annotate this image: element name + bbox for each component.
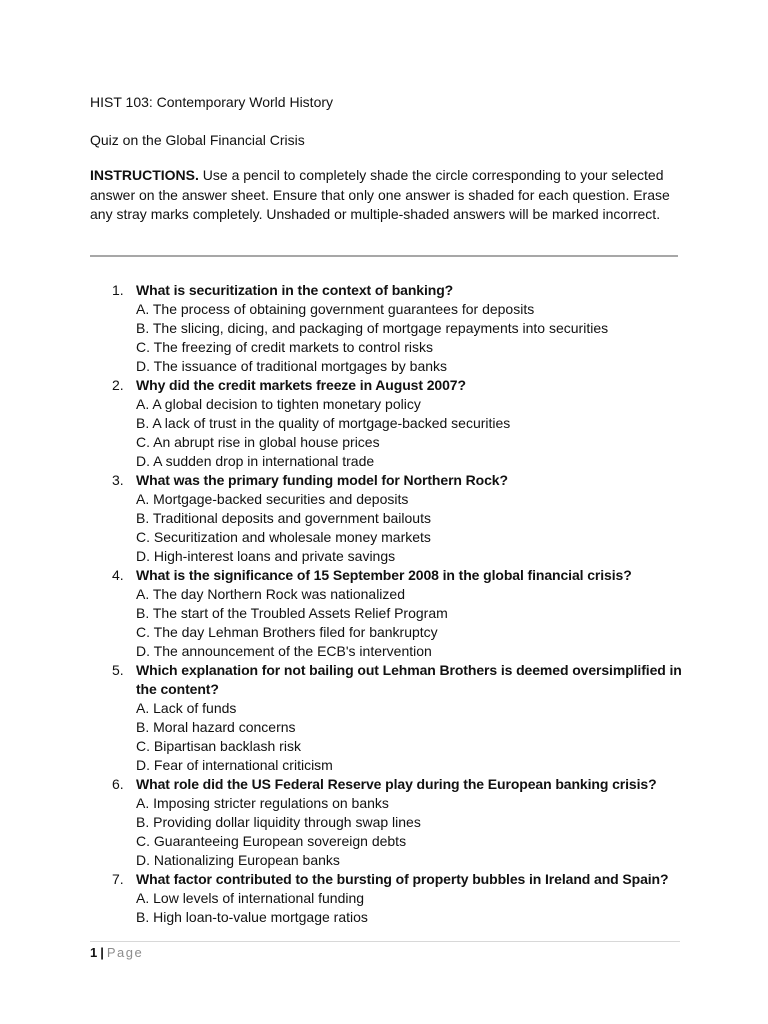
question-number: 5.: [112, 662, 124, 678]
footer-divider: [90, 941, 680, 942]
question-number: 2.: [112, 377, 124, 393]
answer-option: B. A lack of trust in the quality of mortgage-backed securities: [136, 415, 511, 431]
answer-option: D. Nationalizing European banks: [136, 852, 340, 868]
question-text: What was the primary funding model for Northern Rock?: [136, 472, 508, 488]
answer-option: D. High-interest loans and private savings: [136, 548, 396, 564]
question-text: What factor contributed to the bursting of property bubbles in Ireland and Spain?: [136, 871, 669, 887]
answer-option: A. A global decision to tighten monetary policy: [136, 396, 421, 412]
question-text: What role did the US Federal Reserve play during the European banking crisis?: [136, 776, 657, 792]
answer-option: B. Providing dollar liquidity through swap lines: [136, 814, 421, 830]
answer-option: D. The announcement of the ECB's intervention: [136, 643, 432, 659]
question-item-2: [0, 376, 686, 471]
question-item-7: [0, 870, 686, 927]
question-item-6: [0, 775, 686, 870]
answer-option: A. The day Northern Rock was nationalized: [136, 586, 405, 602]
question-item-3: [0, 471, 686, 566]
answer-options: [136, 300, 686, 376]
question-text: Why did the credit markets freeze in August 2007?: [136, 377, 466, 393]
answer-option: D. Fear of international criticism: [136, 757, 333, 773]
answer-option: C. Guaranteeing European sovereign debts: [136, 833, 407, 849]
question-number: 4.: [112, 567, 124, 583]
answer-option: B. The slicing, dicing, and packaging of mortgage repayments into securities: [136, 320, 609, 336]
question-item-1: [0, 281, 686, 376]
question-text: What is securitization in the context of banking?: [136, 282, 454, 298]
answer-option: C. The freezing of credit markets to control risks: [136, 339, 433, 355]
answer-options: [136, 889, 686, 927]
answer-option: A. Low levels of international funding: [136, 890, 365, 906]
page-number: 1: [90, 945, 98, 960]
question-number: 7.: [112, 871, 124, 887]
answer-option: A. Mortgage-backed securities and deposits: [136, 491, 409, 507]
question-list: [0, 281, 768, 927]
answer-option: C. An abrupt rise in global house prices: [136, 434, 380, 450]
answer-option: B. Traditional deposits and government bailouts: [136, 510, 431, 526]
answer-option: C. Bipartisan backlash risk: [136, 738, 301, 754]
question-number: 6.: [112, 776, 124, 792]
answer-option: A. The process of obtaining government guarantees for deposits: [136, 301, 535, 317]
answer-options: [136, 794, 686, 870]
question-item-4: [0, 566, 686, 661]
answer-option: C. Securitization and wholesale money markets: [136, 529, 431, 545]
answer-option: A. Imposing stricter regulations on banks: [136, 795, 389, 811]
answer-option: B. The start of the Troubled Assets Relief Program: [136, 605, 448, 621]
answer-option: C. The day Lehman Brothers filed for bankruptcy: [136, 624, 438, 640]
answer-options: [136, 699, 686, 775]
section-divider: [90, 255, 678, 257]
answer-option: B. Moral hazard concerns: [136, 719, 296, 735]
page-label: Page: [106, 945, 144, 960]
course-title: HIST 103: Contemporary World History: [90, 94, 334, 110]
page-footer: [90, 944, 143, 962]
footer-separator: |: [100, 945, 104, 960]
answer-option: D. The issuance of traditional mortgages by banks: [136, 358, 448, 374]
answer-options: [136, 490, 686, 566]
instructions-paragraph: [90, 166, 690, 225]
question-text: What is the significance of 15 September 2008 in the global financial crisis?: [136, 567, 632, 583]
answer-option: B. High loan-to-value mortgage ratios: [136, 909, 368, 925]
answer-option: A. Lack of funds: [136, 700, 237, 716]
question-text: Which explanation for not bailing out Lehman Brothers is deemed oversimplified in the content?: [136, 662, 682, 697]
question-number: 3.: [112, 472, 124, 488]
instructions-body: Use a pencil to completely shade the circle corresponding to your selected answer on the answer sheet. Ensure that only one answer is shaded for each question. Erase any stray marks completely. Unshaded or multiple-shaded answers will be marked incorrect.: [90, 167, 670, 222]
answer-options: [136, 395, 686, 471]
question-item-5: [0, 661, 686, 775]
answer-option: D. A sudden drop in international trade: [136, 453, 375, 469]
instructions-lead: INSTRUCTIONS.: [90, 167, 199, 183]
quiz-title: Quiz on the Global Financial Crisis: [90, 132, 305, 148]
question-number: 1.: [112, 282, 124, 298]
answer-options: [136, 585, 686, 661]
